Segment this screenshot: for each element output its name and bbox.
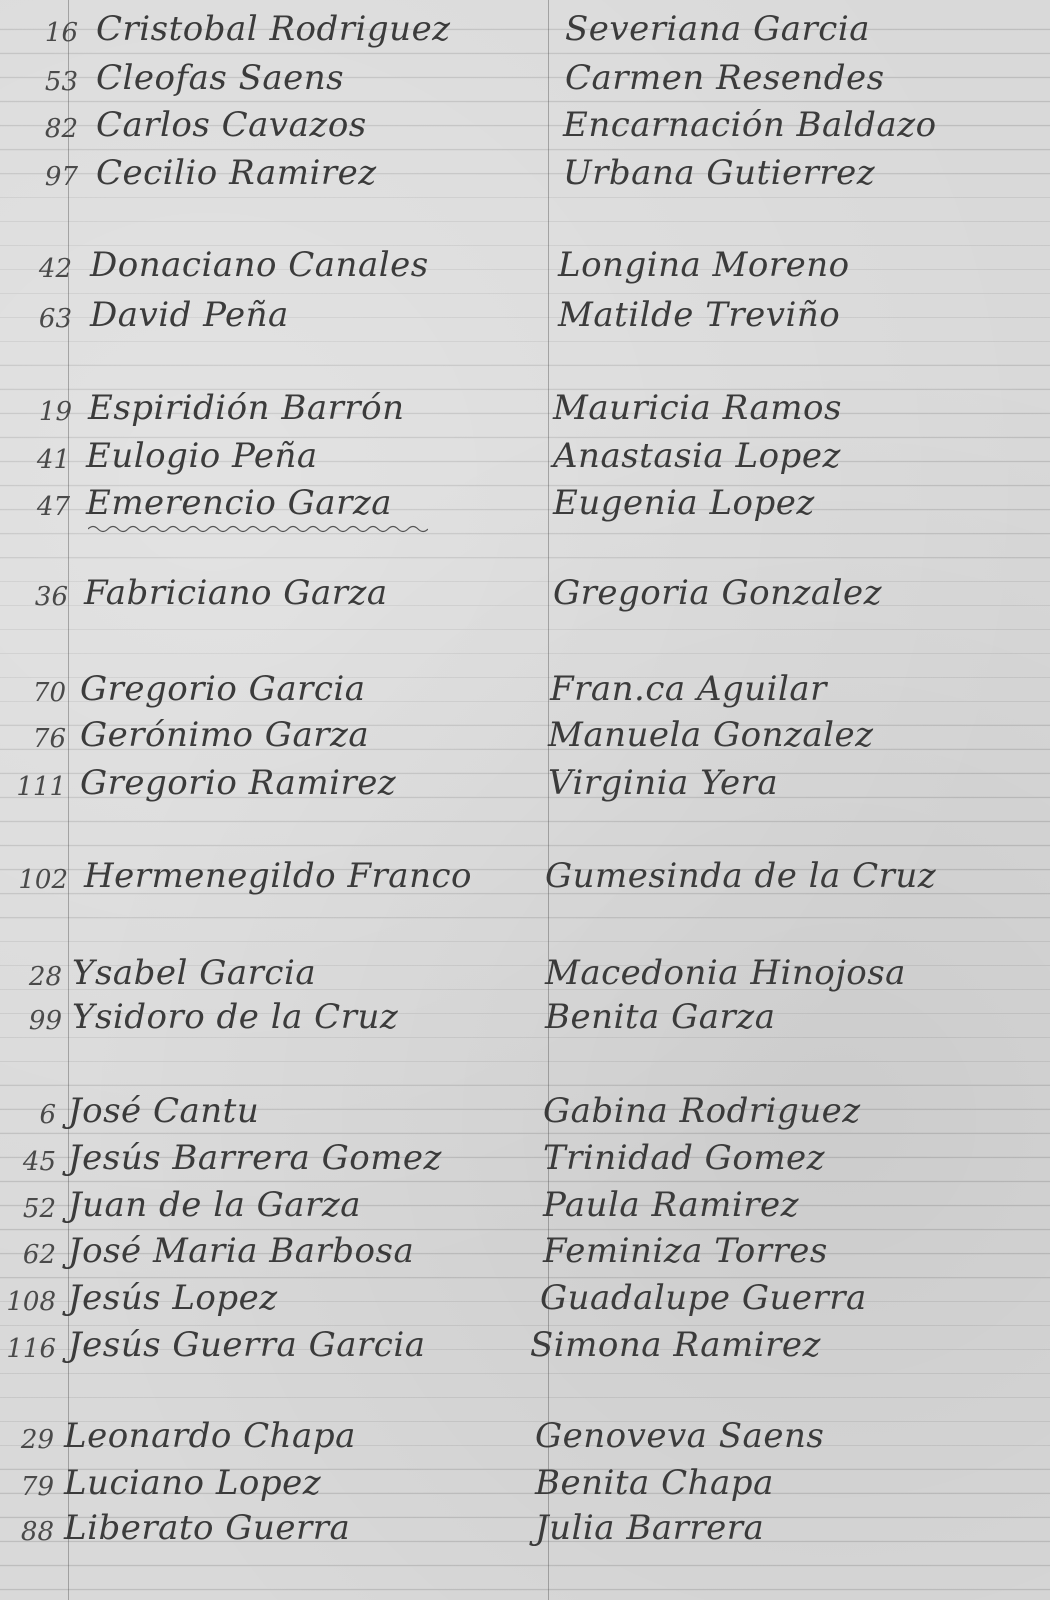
groom-name: Ysidoro de la Cruz [72,997,399,1037]
bride-name: Virginia Yera [548,763,779,803]
groom-name: Jesús Barrera Gomez [68,1138,442,1178]
groom-name: Espiridión Barrón [88,388,405,428]
groom-name: Eulogio Peña [86,436,318,476]
entry-number: 36 [34,582,68,612]
bride-name: Feminiza Torres [543,1231,828,1271]
ledger-entry [0,849,1050,895]
bride-name: Gumesinda de la Cruz [545,856,937,896]
groom-name: Cristobal Rodriguez [96,9,451,49]
ledger-entry [0,1409,1050,1455]
ledger-entry [0,1178,1050,1224]
groom-name: Gregorio Ramirez [80,763,397,803]
groom-name: Gregorio Garcia [80,669,366,709]
groom-name: Luciano Lopez [64,1463,322,1503]
entry-number: 79 [20,1472,54,1502]
groom-name: Carlos Cavazos [96,105,367,145]
groom-name: Cecilio Ramirez [96,153,377,193]
entry-number: 53 [44,67,78,97]
bride-name: Matilde Treviño [558,295,841,335]
groom-name: Juan de la Garza [68,1185,362,1225]
bride-name: Gabina Rodriguez [543,1091,861,1131]
entry-number: 97 [44,162,78,192]
bride-name: Urbana Gutierrez [563,153,876,193]
bride-name: Carmen Resendes [565,58,885,98]
entry-number: 28 [28,962,62,992]
groom-name: Emerencio Garza [86,483,393,523]
bride-name: Mauricia Ramos [553,388,842,428]
entry-number: 76 [32,724,66,754]
entry-number: 6 [39,1100,56,1130]
groom-name: Liberato Guerra [64,1508,351,1548]
ledger-entry [0,1501,1050,1547]
bride-name: Benita Garza [545,997,776,1037]
groom-name: Ysabel Garcia [72,953,317,993]
entry-number: 116 [6,1334,56,1364]
bride-name: Fran.ca Aguilar [550,669,827,709]
bride-name: Genoveva Saens [535,1416,825,1456]
ledger-entry [0,238,1050,284]
ledger-entry [0,990,1050,1036]
wavy-underline-mark [88,522,428,536]
entry-number: 88 [20,1517,54,1547]
ledger-entry [0,51,1050,97]
entry-number: 29 [20,1425,54,1455]
bride-name: Benita Chapa [535,1463,774,1503]
ledger-entry [0,288,1050,334]
ledger-entry [0,1456,1050,1502]
ledger-entry [0,476,1050,522]
entry-number: 82 [44,114,78,144]
entry-number: 108 [6,1287,56,1317]
groom-name: José Cantu [68,1091,260,1131]
bride-name: Anastasia Lopez [553,436,841,476]
bride-name: Longina Moreno [558,245,850,285]
ledger-entry [0,662,1050,708]
ledger-entry [0,566,1050,612]
entry-number: 111 [16,772,66,802]
entry-number: 102 [18,865,68,895]
entry-number: 41 [36,445,70,475]
entry-number: 99 [28,1006,62,1036]
bride-name: Eugenia Lopez [553,483,815,523]
ledger-entry [0,1084,1050,1130]
groom-name: Fabriciano Garza [84,573,388,613]
entry-number: 47 [36,492,70,522]
ledger-entry [0,146,1050,192]
bride-name: Guadalupe Guerra [540,1278,867,1318]
groom-name: Donaciano Canales [90,245,429,285]
ledger-entry [0,946,1050,992]
bride-name: Trinidad Gomez [543,1138,826,1178]
entry-number: 52 [22,1194,56,1224]
ledger-entry [0,1224,1050,1270]
groom-name: Jesús Guerra Garcia [68,1325,426,1365]
bride-name: Gregoria Gonzalez [553,573,883,613]
entry-number: 16 [44,18,78,48]
groom-name: Jesús Lopez [68,1278,278,1318]
groom-name: Gerónimo Garza [80,715,370,755]
bride-name: Encarnación Baldazo [563,105,937,145]
groom-name: Hermenegildo Franco [84,856,472,896]
ledger-entry [0,2,1050,48]
ledger-entry [0,1318,1050,1364]
entry-number: 45 [22,1147,56,1177]
bride-name: Julia Barrera [535,1508,765,1548]
entry-number: 19 [38,397,72,427]
ledger-entry [0,1271,1050,1317]
bride-name: Severiana Garcia [565,9,870,49]
bride-name: Paula Ramirez [543,1185,800,1225]
bride-name: Manuela Gonzalez [548,715,874,755]
entry-number: 62 [22,1240,56,1270]
groom-name: David Peña [90,295,289,335]
ledger-entry [0,1131,1050,1177]
groom-name: José Maria Barbosa [68,1231,415,1271]
entry-number: 42 [38,254,72,284]
ledger-entry [0,429,1050,475]
entry-number: 70 [32,678,66,708]
ledger-entry [0,381,1050,427]
bride-name: Simona Ramirez [530,1325,821,1365]
ledger-entry [0,98,1050,144]
ledger-entry [0,708,1050,754]
groom-name: Leonardo Chapa [64,1416,356,1456]
entry-number: 63 [38,304,72,334]
groom-name: Cleofas Saens [96,58,345,98]
bride-name: Macedonia Hinojosa [545,953,906,993]
ledger-entry [0,756,1050,802]
